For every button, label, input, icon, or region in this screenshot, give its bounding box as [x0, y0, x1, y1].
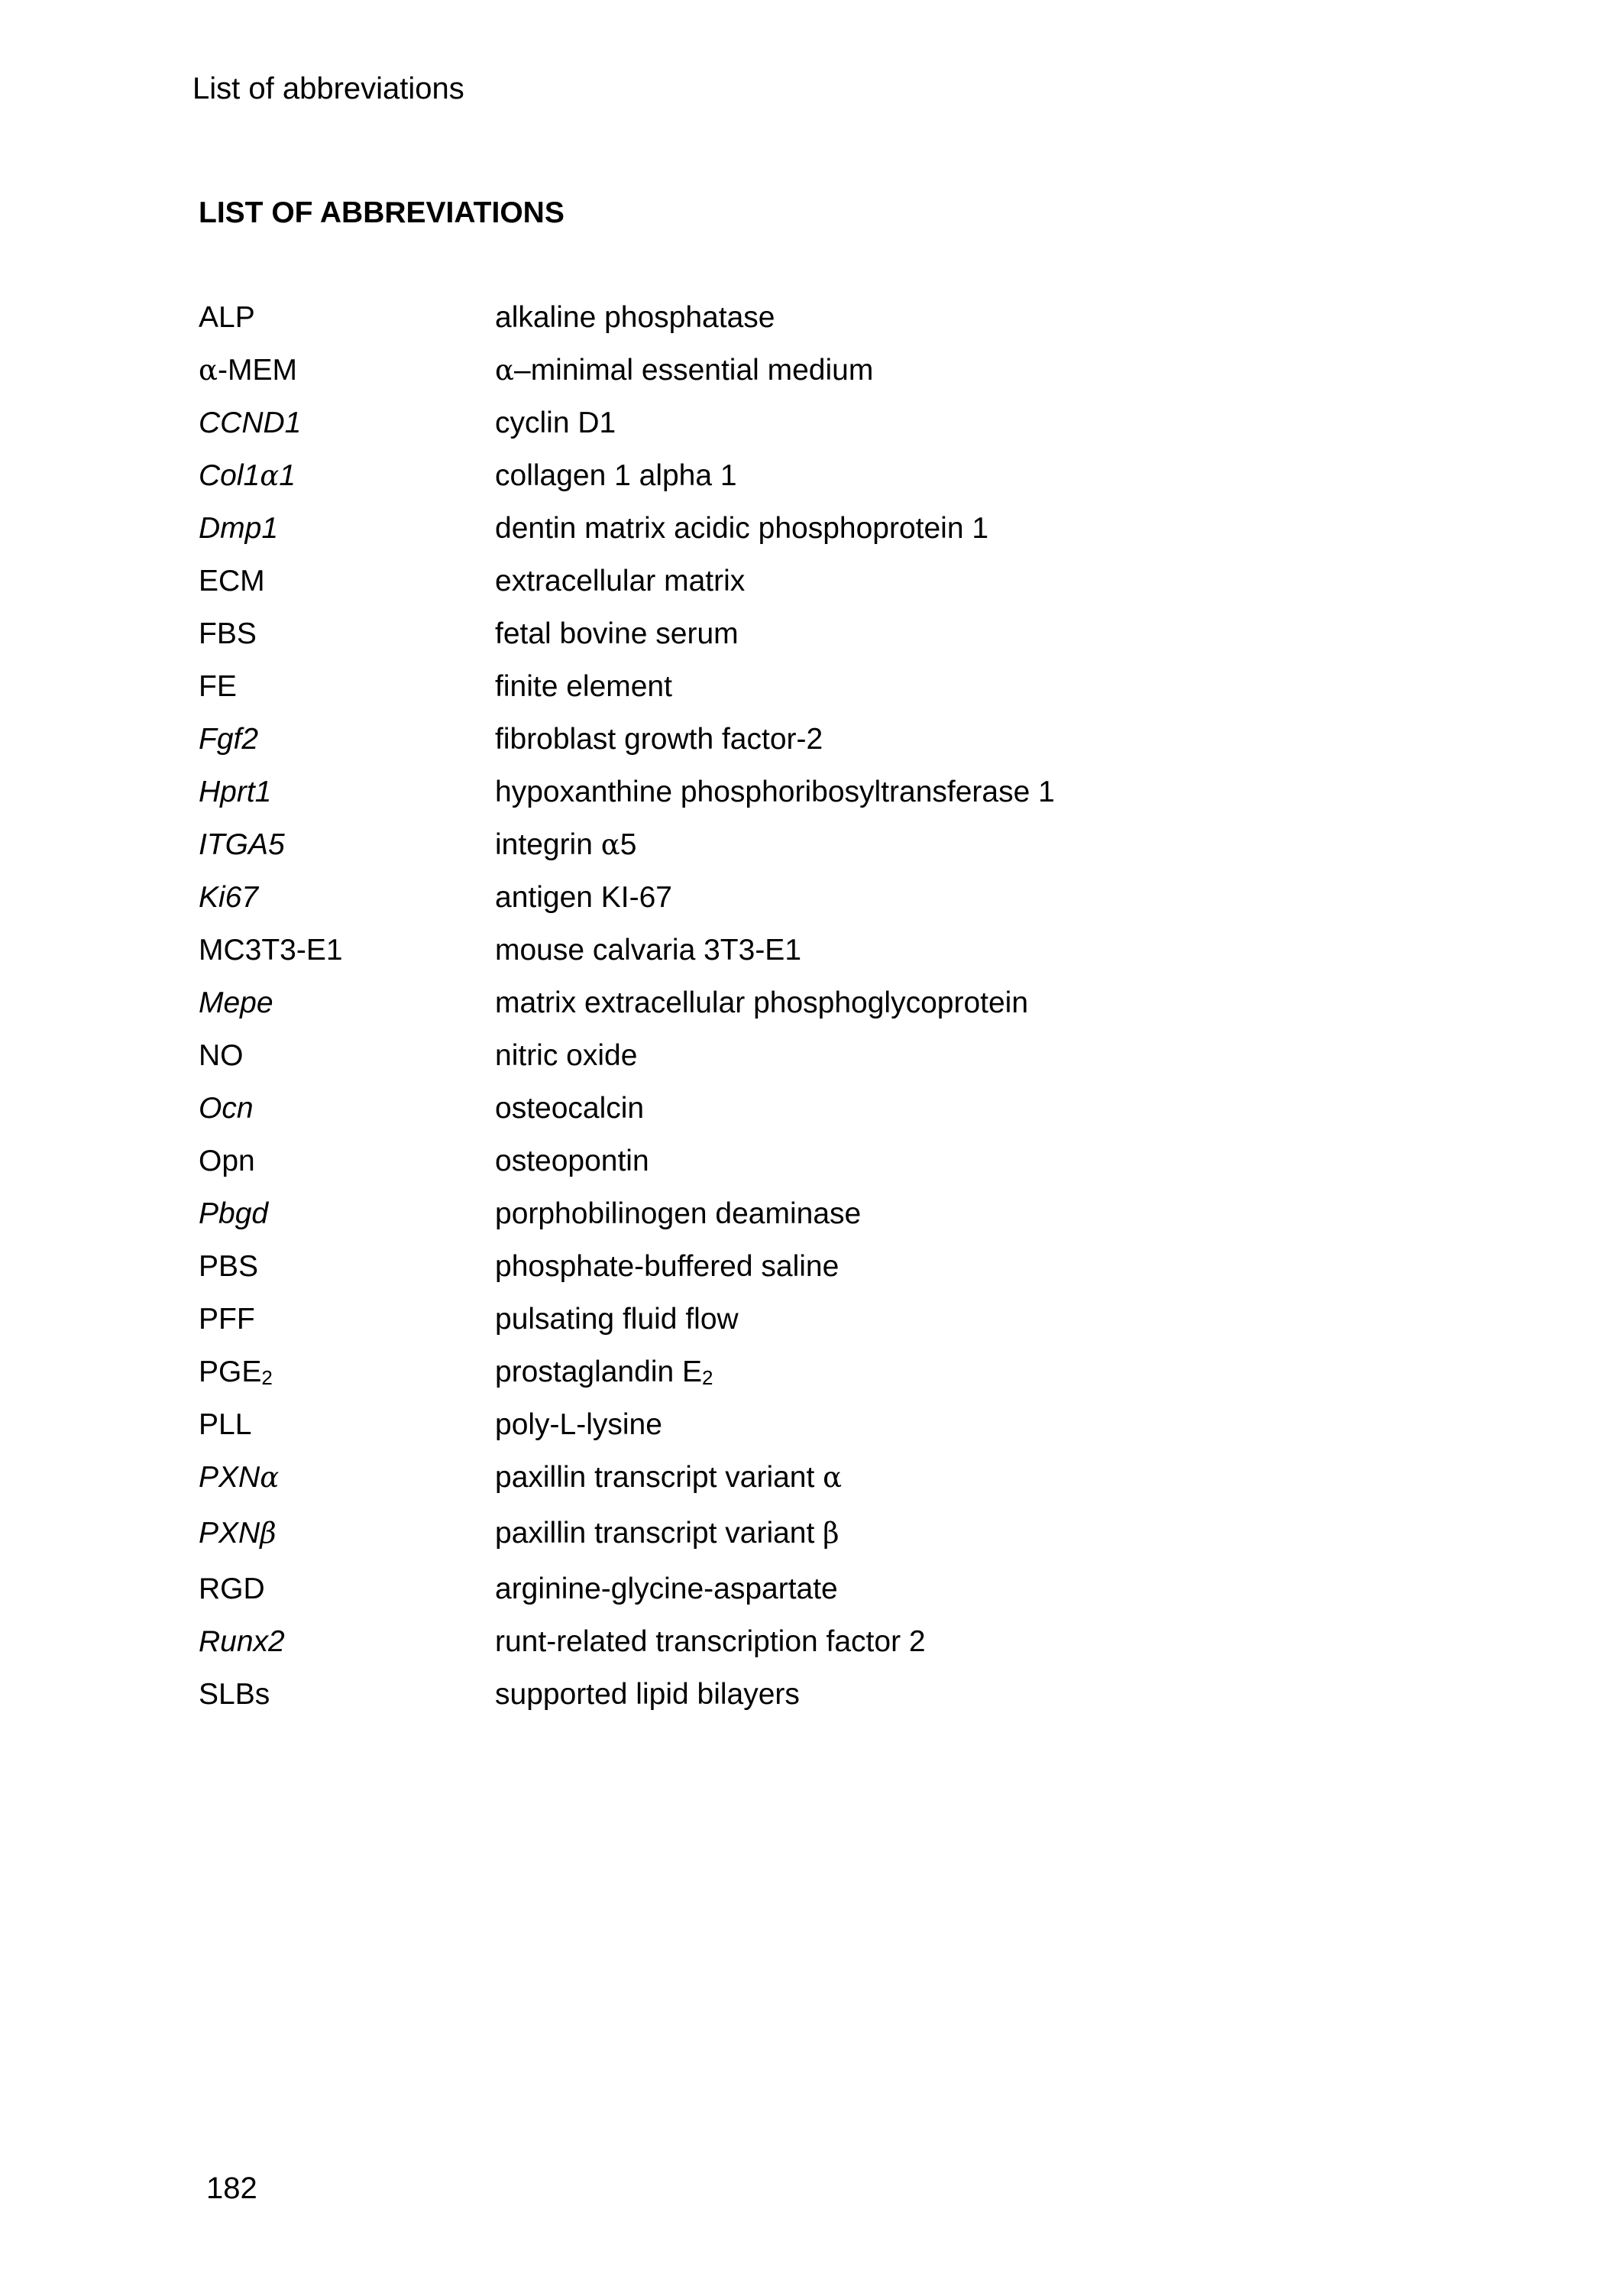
abbreviation-term: Runx2 [199, 1625, 285, 1658]
abbreviation-term: Ki67 [199, 881, 259, 914]
abbreviation-row [199, 721, 1497, 774]
abbreviation-definition: osteopontin [495, 1145, 649, 1177]
abbreviation-term: Opn [199, 1145, 255, 1177]
abbreviation-term: FBS [199, 617, 257, 650]
abbreviation-definition: dentin matrix acidic phosphoprotein 1 [495, 512, 989, 545]
abbreviation-definition: finite element [495, 670, 672, 703]
abbreviation-definition: paxillin transcript variant β [495, 1517, 839, 1550]
abbreviation-definition: phosphate-buffered saline [495, 1250, 839, 1283]
abbreviation-row [199, 352, 1497, 405]
abbreviation-term: NO [199, 1039, 244, 1072]
abbreviation-definition: nitric oxide [495, 1039, 638, 1072]
abbreviation-row [199, 1624, 1497, 1676]
abbreviation-definition: poly-L-lysine [495, 1408, 662, 1441]
abbreviation-row [199, 1459, 1497, 1515]
page-number: 182 [206, 2172, 257, 2205]
abbreviation-term: RGD [199, 1572, 265, 1605]
abbreviation-definition: extracellular matrix [495, 565, 746, 598]
abbreviation-term: CCND1 [199, 406, 302, 439]
abbreviation-term: SLBs [199, 1678, 270, 1711]
abbreviation-list [199, 300, 1497, 1729]
section-title: LIST OF ABBREVIATIONS [199, 196, 565, 229]
abbreviation-definition: mouse calvaria 3T3-E1 [495, 934, 802, 967]
abbreviation-row [199, 616, 1497, 669]
abbreviation-row [199, 510, 1497, 563]
abbreviation-row [199, 458, 1497, 510]
abbreviation-row [199, 774, 1497, 827]
abbreviation-term: FE [199, 670, 237, 703]
abbreviation-row [199, 405, 1497, 458]
abbreviation-term: PFF [199, 1303, 255, 1336]
abbreviation-term: ALP [199, 301, 255, 334]
abbreviation-definition: α–minimal essential medium [495, 354, 874, 387]
abbreviation-definition: collagen 1 alpha 1 [495, 459, 737, 492]
abbreviation-term: PXNβ [199, 1517, 277, 1550]
abbreviation-term: MC3T3-E1 [199, 934, 343, 967]
abbreviation-definition: runt-related transcription factor 2 [495, 1625, 926, 1658]
abbreviation-definition: pulsating fluid flow [495, 1303, 739, 1336]
abbreviation-definition: fibroblast growth factor-2 [495, 723, 823, 756]
abbreviation-definition: cyclin D1 [495, 406, 616, 439]
abbreviation-definition: porphobilinogen deaminase [495, 1197, 862, 1230]
abbreviation-term: Fgf2 [199, 723, 259, 756]
abbreviation-definition: arginine-glycine-aspartate [495, 1572, 838, 1605]
abbreviation-definition: prostaglandin E2 [495, 1355, 713, 1389]
abbreviation-term: Ocn [199, 1092, 254, 1125]
abbreviation-row [199, 1196, 1497, 1249]
abbreviation-term: ECM [199, 565, 265, 598]
abbreviation-term: PBS [199, 1250, 259, 1283]
abbreviation-definition: alkaline phosphatase [495, 301, 775, 334]
abbreviation-row [199, 300, 1497, 352]
abbreviation-definition: antigen KI-67 [495, 881, 673, 914]
abbreviation-row [199, 1249, 1497, 1301]
abbreviation-row [199, 1038, 1497, 1090]
abbreviation-row [199, 1090, 1497, 1143]
abbreviation-term: PLL [199, 1408, 252, 1441]
abbreviation-term: PGE2 [199, 1355, 273, 1389]
abbreviation-row [199, 1676, 1497, 1729]
abbreviation-term: Pbgd [199, 1197, 269, 1230]
abbreviation-row [199, 1354, 1497, 1407]
abbreviation-definition: fetal bovine serum [495, 617, 739, 650]
abbreviation-row [199, 932, 1497, 985]
abbreviation-row [199, 1301, 1497, 1354]
abbreviation-row [199, 1143, 1497, 1196]
abbreviation-definition: supported lipid bilayers [495, 1678, 800, 1711]
abbreviation-definition: matrix extracellular phosphoglycoprotein [495, 986, 1029, 1019]
abbreviation-term: α-MEM [199, 354, 297, 387]
abbreviation-row [199, 669, 1497, 721]
abbreviation-term: PXNα [199, 1461, 280, 1494]
abbreviation-definition: hypoxanthine phosphoribosyltransferase 1 [495, 776, 1055, 808]
abbreviation-definition: paxillin transcript variant α [495, 1461, 843, 1494]
abbreviation-row [199, 985, 1497, 1038]
abbreviation-term: Mepe [199, 986, 273, 1019]
abbreviation-row [199, 1571, 1497, 1624]
abbreviation-definition: osteocalcin [495, 1092, 645, 1125]
abbreviation-row [199, 879, 1497, 932]
abbreviation-definition: integrin α5 [495, 828, 637, 861]
abbreviation-term: Dmp1 [199, 512, 279, 545]
running-header: List of abbreviations [192, 72, 464, 105]
abbreviation-term: Col1α1 [199, 459, 296, 492]
abbreviation-row [199, 1515, 1497, 1571]
abbreviation-row [199, 563, 1497, 616]
abbreviation-row [199, 1407, 1497, 1459]
abbreviation-row [199, 827, 1497, 879]
abbreviation-term: Hprt1 [199, 776, 272, 808]
abbreviation-term: ITGA5 [199, 828, 285, 861]
